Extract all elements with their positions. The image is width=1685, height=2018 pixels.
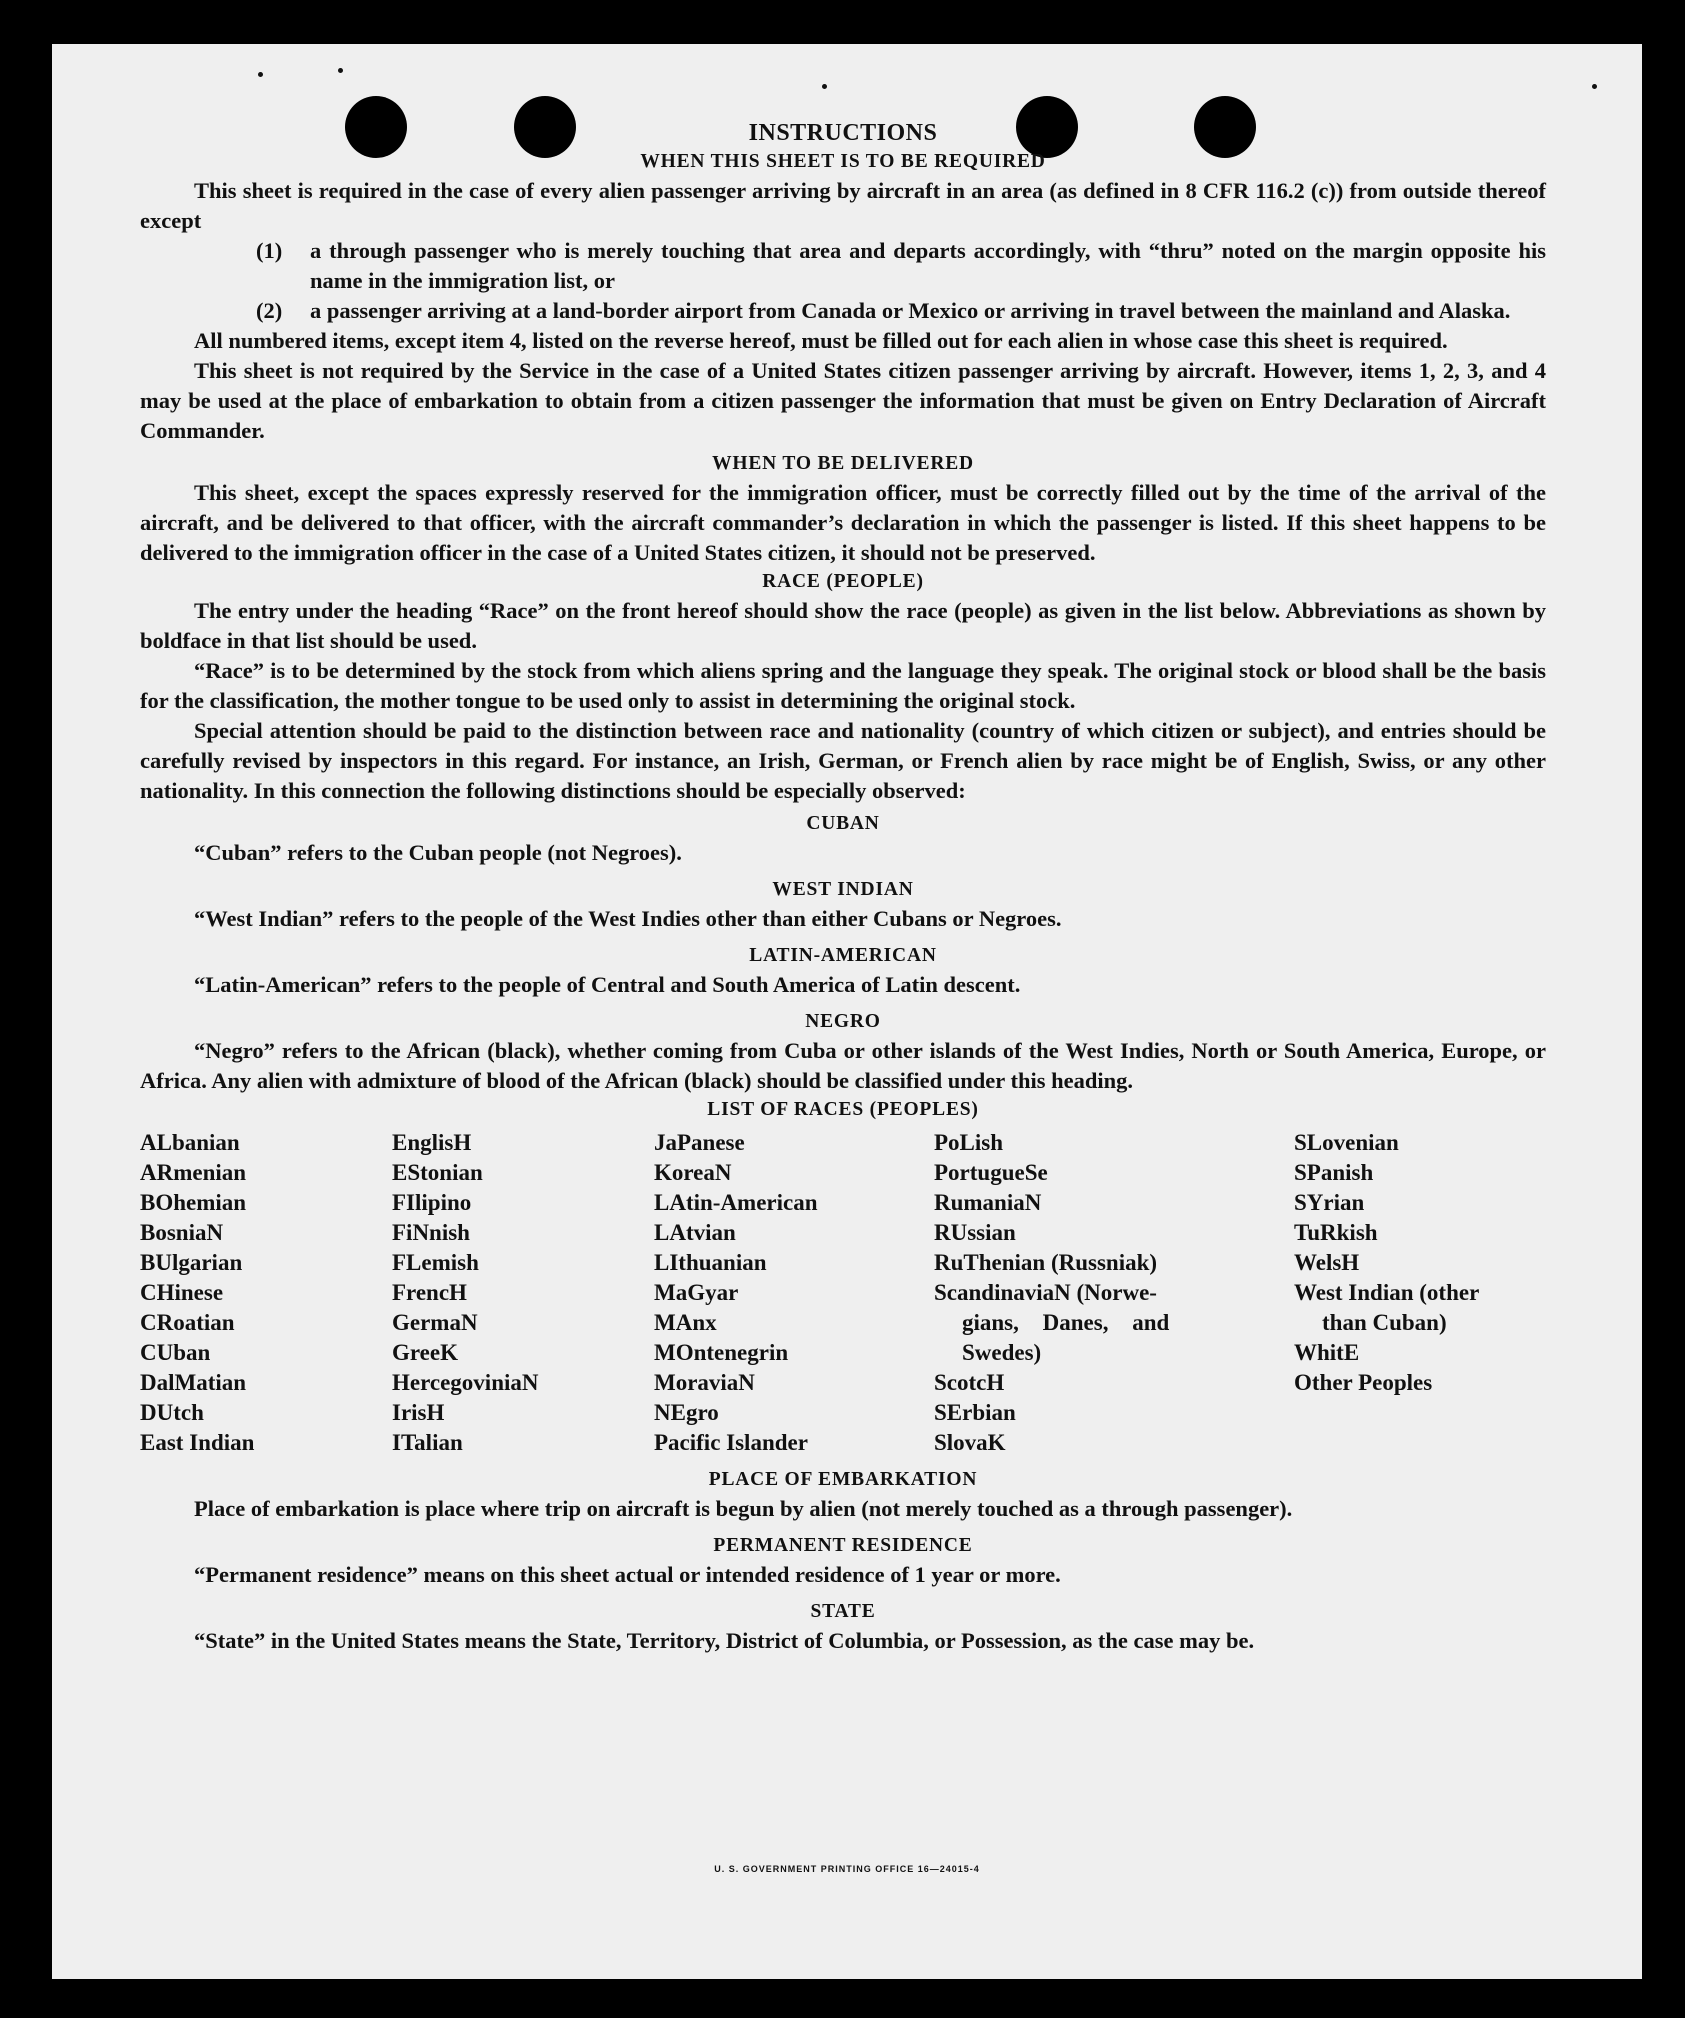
races-column: [934, 1128, 1294, 1458]
race-item: SlovaK: [934, 1430, 1006, 1455]
paragraph: Special attention should be paid to the distinction between race and nationality (country of which citizen or subject), and entries should be carefully revised by inspectors in this regard. For instance, an Irish, German, or French alien by race might be of English, Swiss, or any other nationality. In this connection the following distinctions should be especially observed:: [140, 718, 1546, 803]
race-item: ITalian: [392, 1430, 463, 1455]
speck: [338, 68, 343, 73]
section-heading: PERMANENT RESIDENCE: [713, 1535, 973, 1556]
section-heading: WEST INDIAN: [772, 879, 914, 900]
paragraph: This sheet is not required by the Service in the case of a United States citizen passenger arriving by aircraft. However, items 1, 2, 3, and 4 may be used at the place of embarkation to obtain from a citizen passenger the information that must be given on Entry Declaration of Aircraft Commander.: [140, 358, 1546, 443]
race-item: BOhemian: [140, 1190, 247, 1215]
race-item: BosniaN: [140, 1220, 224, 1245]
race-item: Pacific Islander: [654, 1430, 808, 1455]
paragraph: This sheet is required in the case of every alien passenger arriving by aircraft in an area (as defined in 8 CFR 116.2 (c)) from outside thereof except: [140, 178, 1546, 233]
race-item: RUssian: [934, 1220, 1016, 1245]
race-item: RumaniaN: [934, 1190, 1042, 1215]
speck: [822, 84, 827, 89]
paragraph: All numbered items, except item 4, listed on the reverse hereof, must be filled out for each alien in whose case this sheet is required.: [194, 328, 1448, 353]
race-item: CRoatian: [140, 1310, 235, 1335]
numbered-item: [140, 236, 1546, 296]
section-heading: WHEN TO BE DELIVERED: [712, 453, 974, 474]
section-heading: RACE (PEOPLE): [762, 571, 924, 592]
race-item: SYrian: [1294, 1190, 1365, 1215]
race-item: DUtch: [140, 1400, 204, 1425]
races-list: [140, 1128, 1546, 1458]
speck: [258, 72, 263, 77]
race-item: RuThenian (Russniak): [934, 1250, 1158, 1275]
race-item: EStonian: [392, 1160, 483, 1185]
race-item: TuRkish: [1294, 1220, 1378, 1245]
race-item: SPanish: [1294, 1160, 1374, 1185]
race-item: FLemish: [392, 1250, 479, 1275]
race-item: PortugueSe: [934, 1160, 1048, 1185]
races-column: [392, 1128, 654, 1458]
race-item: than Cuban): [1322, 1310, 1447, 1335]
page-title: INSTRUCTIONS: [748, 120, 938, 146]
race-item: East Indian: [140, 1430, 255, 1455]
section-heading: LIST OF RACES (PEOPLES): [707, 1099, 979, 1120]
race-item: LIthuanian: [654, 1250, 767, 1275]
paragraph: “West Indian” refers to the people of the West Indies other than either Cubans or Negroes.: [194, 906, 1062, 931]
race-item: gians, Danes, and: [962, 1310, 1170, 1335]
race-item: WelsH: [1294, 1250, 1360, 1275]
race-item: EnglisH: [392, 1130, 472, 1155]
item-number: (2): [256, 298, 283, 323]
race-item: HercegoviniaN: [392, 1370, 539, 1395]
paragraph: “Permanent residence” means on this sheet actual or intended residence of 1 year or more.: [194, 1562, 1061, 1587]
race-item: GreeK: [392, 1340, 458, 1365]
race-item: LAtvian: [654, 1220, 736, 1245]
instructions-body: [140, 118, 1546, 1656]
race-item: ScotcH: [934, 1370, 1005, 1395]
race-item: ARmenian: [140, 1160, 247, 1185]
item-text: a passenger arriving at a land-border airport from Canada or Mexico or arriving in travel between the mainland and Alaska.: [310, 298, 1511, 323]
section-heading: PLACE OF EMBARKATION: [708, 1469, 978, 1490]
race-item: SLovenian: [1294, 1130, 1399, 1155]
paragraph: Place of embarkation is place where trip on aircraft is begun by alien (not merely touched as a through passenger).: [194, 1496, 1293, 1521]
section-heading: WHEN THIS SHEET IS TO BE REQUIRED: [640, 151, 1046, 172]
numbered-item: [140, 296, 1546, 326]
race-item: WhitE: [1294, 1340, 1360, 1365]
races-column: [140, 1128, 392, 1458]
race-item: GermaN: [392, 1310, 478, 1335]
paragraph: This sheet, except the spaces expressly reserved for the immigration officer, must be correctly filled out by the time of the arrival of the aircraft, and be delivered to that officer, with the aircraft commander’s declaration in which the passenger is listed. If this sheet happens to be delivered to the immigration officer in the case of a United States citizen, it should not be preserved.: [140, 480, 1546, 565]
race-item: CUban: [140, 1340, 211, 1365]
race-item: West Indian (other: [1294, 1280, 1480, 1305]
race-item: ScandinaviaN (Norwe-: [934, 1280, 1157, 1305]
races-column: [1294, 1128, 1546, 1458]
races-column: [654, 1128, 934, 1458]
race-item: FIlipino: [392, 1190, 472, 1215]
speck: [1592, 84, 1597, 89]
paragraph: “Latin-American” refers to the people of Central and South America of Latin descent.: [194, 972, 1021, 997]
section-heading: LATIN-AMERICAN: [749, 945, 937, 966]
race-item: DalMatian: [140, 1370, 247, 1395]
race-item: IrisH: [392, 1400, 445, 1425]
race-item: CHinese: [140, 1280, 224, 1305]
printer-imprint: U. S. GOVERNMENT PRINTING OFFICE 16—24015-4: [714, 1864, 980, 1874]
race-item: ALbanian: [140, 1130, 240, 1155]
paragraph: “State” in the United States means the State, Territory, District of Columbia, or Possession, as the case may be.: [194, 1628, 1255, 1653]
paragraph: “Cuban” refers to the Cuban people (not Negroes).: [194, 840, 682, 865]
race-item: NEgro: [654, 1400, 719, 1425]
race-item: MaGyar: [654, 1280, 739, 1305]
race-item: KoreaN: [654, 1160, 732, 1185]
race-item: PoLish: [934, 1130, 1004, 1155]
section-heading: STATE: [810, 1601, 876, 1622]
race-item: MoraviaN: [654, 1370, 755, 1395]
document-page: [52, 44, 1642, 1979]
item-number: (1): [256, 238, 283, 263]
item-text: a through passenger who is merely touching that area and departs accordingly, with “thru” noted on the margin opposite his name in the immigration list, or: [310, 238, 1546, 293]
race-item: BUlgarian: [140, 1250, 243, 1275]
paragraph: “Negro” refers to the African (black), whether coming from Cuba or other islands of the West Indies, North or South America, Europe, or Africa. Any alien with admixture of blood of the African (black) should be classified under this heading.: [140, 1038, 1546, 1093]
race-item: MAnx: [654, 1310, 717, 1335]
paragraph: The entry under the heading “Race” on the front hereof should show the race (people) as given in the list below. Abbreviations as shown by boldface in that list should be used.: [140, 598, 1546, 653]
race-item: Other Peoples: [1294, 1370, 1433, 1395]
paragraph: “Race” is to be determined by the stock from which aliens spring and the language they speak. The original stock or blood shall be the basis for the classification, the mother tongue to be used only to assist in determining the original stock.: [140, 658, 1546, 713]
race-item: LAtin-American: [654, 1190, 818, 1215]
race-item: SErbian: [934, 1400, 1016, 1425]
section-heading: NEGRO: [805, 1011, 881, 1032]
race-item: Swedes): [962, 1340, 1042, 1365]
race-item: MOntenegrin: [654, 1340, 789, 1365]
race-item: FrencH: [392, 1280, 467, 1305]
race-item: JaPanese: [654, 1130, 745, 1155]
section-heading: CUBAN: [806, 813, 880, 834]
race-item: FiNnish: [392, 1220, 470, 1245]
